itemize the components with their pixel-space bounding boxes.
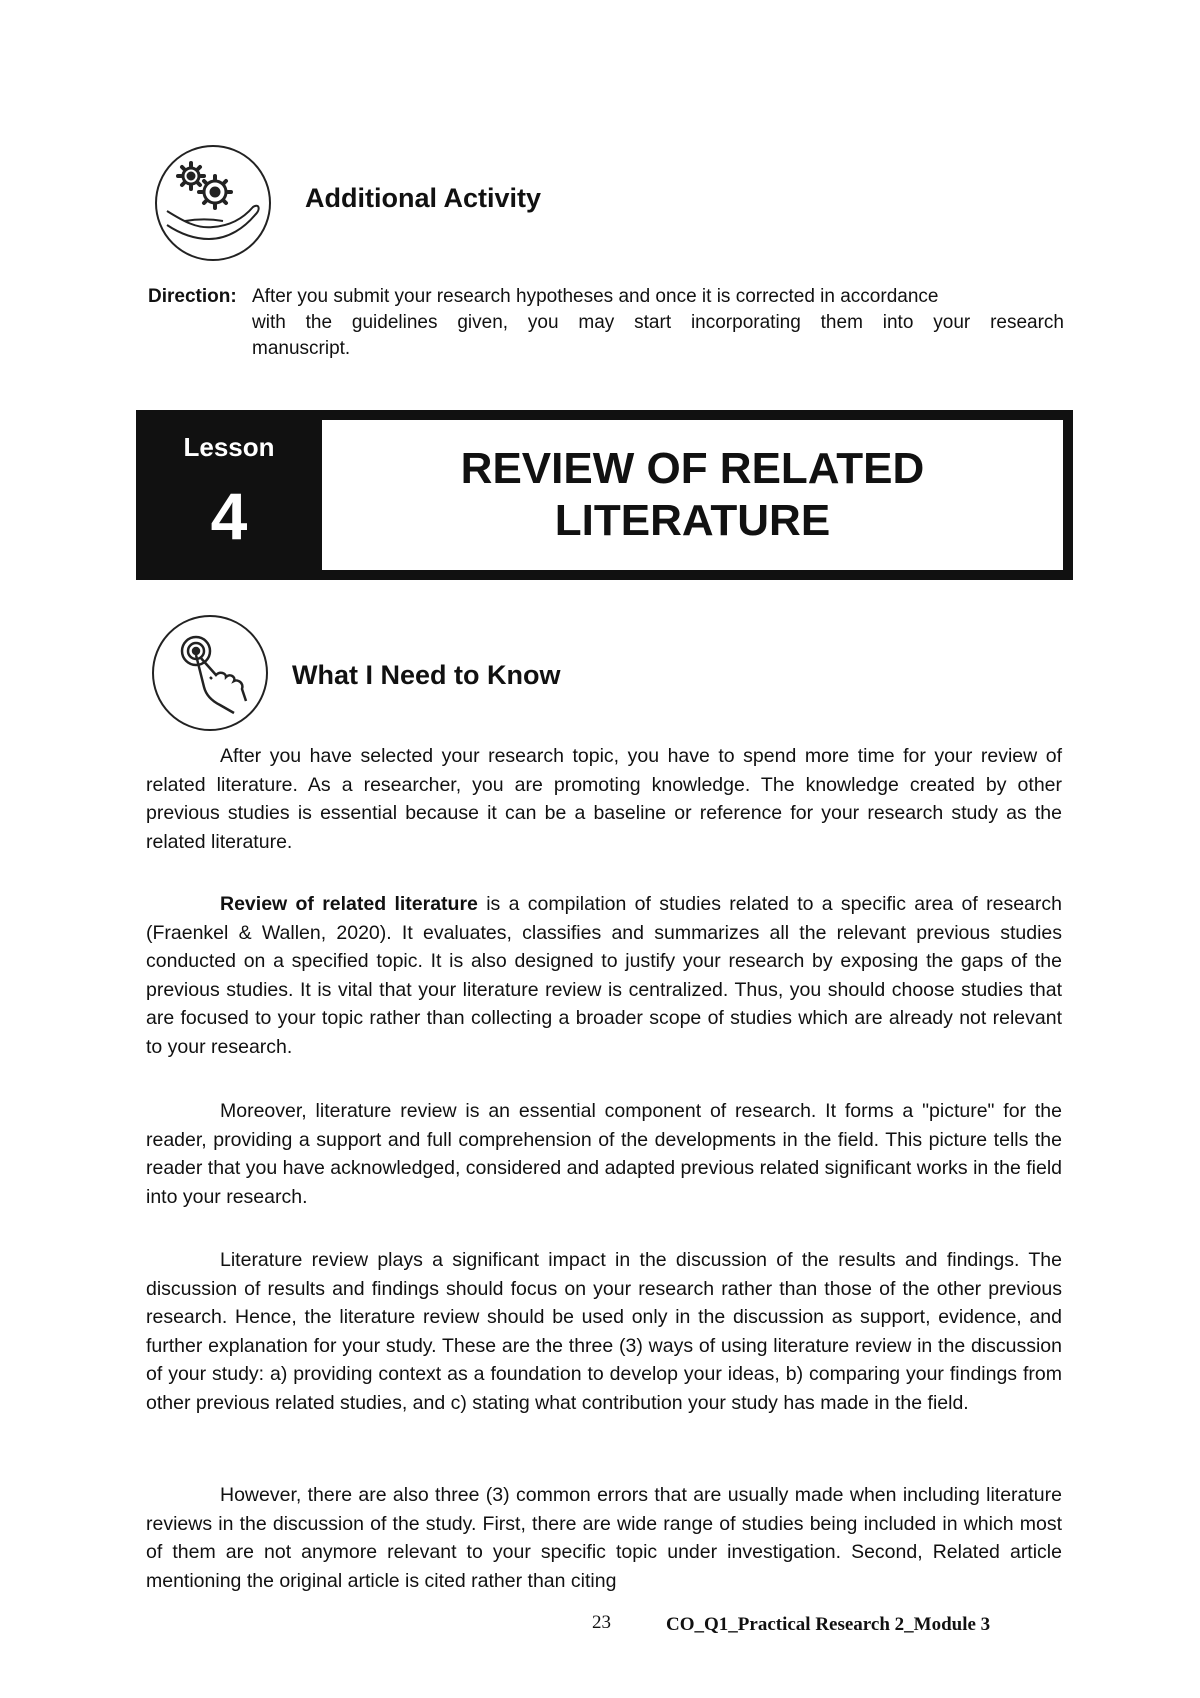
paragraph-4: Literature review plays a significant impact in the discussion of the results and findings. The discussion of results and findings should focus on your research rather than those of the other previous research. Hence, the literature review should be used only in the discussion as support, evidence, and further explanation for your study. These are the three (3) ways of using literature review in the discussion of your study: a) providing context as a foundation to develop your ideas, b) comparing your findings from other previous related studies, and c) stating what contribution your study has made in the field. [146, 1249, 1062, 1414]
lesson-title [461, 443, 925, 547]
gears-hand-icon [155, 145, 271, 261]
paragraph-2: Review of related literature is a compilation of studies related to a specific area of research (Fraenkel & Wallen, 2020). It evaluates, classifies and summarizes all the relevant previous studies conducted on a specified topic. It is also designed to justify your research by exposing the gaps of the previous studies. It is vital that your literature review is centralized. Thus, you should choose studies that are focused to your topic rather than collecting a broader scope of studies which are already not relevant to your research. [146, 893, 1062, 1058]
paragraph-3: Moreover, literature review is an essential component of research. It forms a "picture" for the reader, providing a support and full comprehension of the developments in the field. This picture tells the reader that you have acknowledged, considered and adapted previous related significant works in the field into your research. [146, 1100, 1062, 1208]
lesson-title-line-2: LITERATURE [554, 496, 831, 545]
rrl-term: Review of related literature [220, 893, 478, 915]
direction-label: Direction: [148, 286, 237, 307]
direction-block [148, 284, 1068, 362]
lesson-number: 4 [210, 479, 248, 553]
lesson-label: Lesson [183, 432, 275, 462]
direction-text-line-2: with the guidelines given, you may start incorporating them into your research [252, 312, 1064, 333]
module-code: CO_Q1_Practical Research 2_Module 3 [666, 1614, 991, 1635]
lesson-title-line-1: REVIEW OF RELATED [460, 444, 925, 493]
direction-text-line-1: After you submit your research hypotheses and once it is corrected in accordance [252, 286, 939, 307]
direction-text-line-3: manuscript. [252, 338, 351, 359]
lesson-title-box [322, 420, 1063, 570]
pointing-hand-icon [152, 615, 268, 731]
paragraph-5: However, there are also three (3) common errors that are usually made when including literature reviews in the discussion of the study. First, there are wide range of studies being included in which most of them are not anymore relevant to your specific topic under investigation. Second, Related article mentioning the original article is cited rather than citing [146, 1484, 1062, 1592]
page-number: 23 [592, 1612, 611, 1633]
what-i-need-to-know-title: What I Need to Know [292, 660, 561, 690]
additional-activity-title: Additional Activity [305, 183, 542, 213]
paragraph-1: After you have selected your research topic, you have to spend more time for your review of related literature. As a researcher, you are promoting knowledge. The knowledge created by other previous studies is essential because it can be a baseline or reference for your research study as the related literature. [146, 745, 1062, 853]
lesson-banner [136, 410, 1073, 580]
